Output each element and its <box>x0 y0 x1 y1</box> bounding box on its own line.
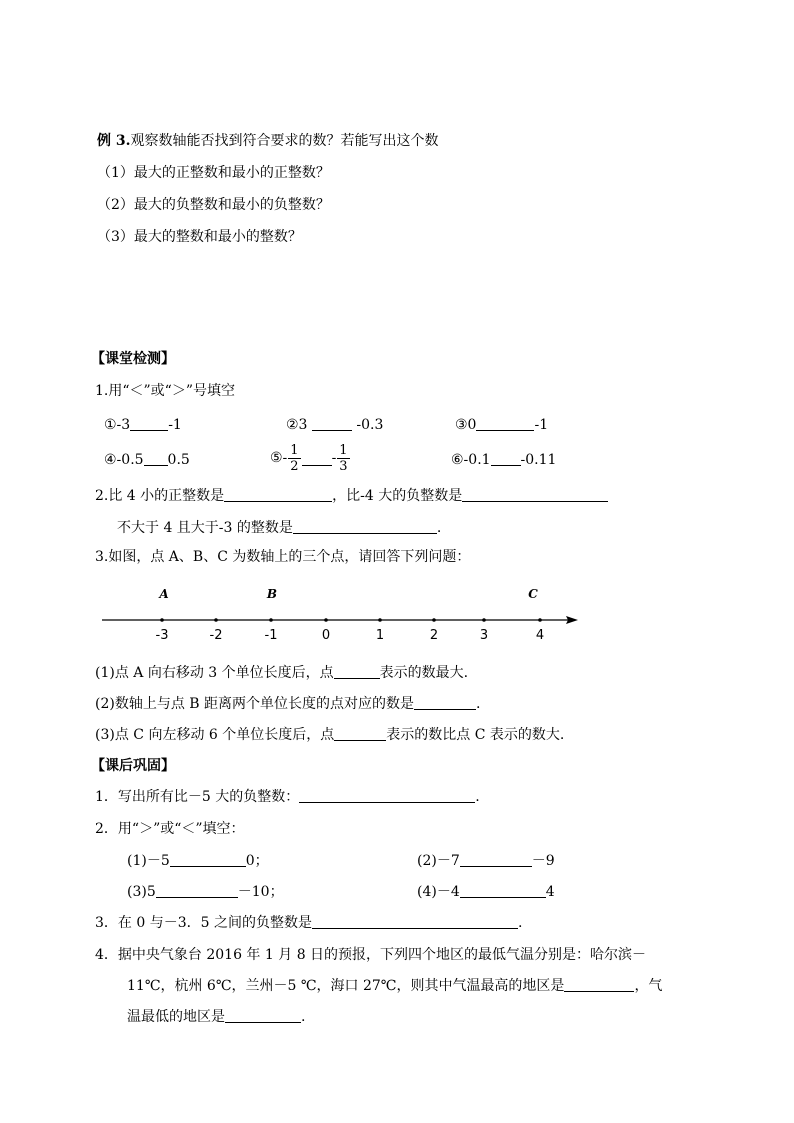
answer-blank[interactable] <box>312 914 518 929</box>
number-line-tick-label: 4 <box>535 628 545 642</box>
example-question-3: （3）最大的整数和最小的整数？ <box>97 229 302 245</box>
after-question-1: 1．写出所有比－5 大的负整数： . <box>95 789 480 805</box>
answer-blank[interactable] <box>170 852 246 867</box>
compare-right-sign: - <box>331 450 337 466</box>
number-line-tick <box>160 618 164 622</box>
answer-blank[interactable] <box>293 519 437 534</box>
answer-blank[interactable] <box>334 726 386 741</box>
compare-item-4 <box>104 451 190 469</box>
fraction-one-third: $\frac{1}{3}$ <box>339 442 348 474</box>
number-line-point-label: A <box>159 587 169 601</box>
number-line-tick-label: 1 <box>375 628 385 642</box>
answer-blank[interactable] <box>224 487 332 502</box>
section-heading-after-class: 【课后巩固】 <box>91 758 175 774</box>
example-3-heading <box>97 132 439 150</box>
answer-blank[interactable] <box>462 487 608 502</box>
number-line <box>100 582 590 642</box>
fraction-one-half: $\frac{1}{2}$ <box>290 442 299 474</box>
after-question-4-line-3: 温最低的地区是 . <box>127 1009 306 1025</box>
after-question-4-line-2: 11℃，杭州 6℃，兰州－5 ℃，海口 27℃，则其中气温最高的地区是 ，气 <box>127 978 663 994</box>
compare-item-6 <box>451 451 556 469</box>
after-compare-1: (1)－5 0； <box>127 853 269 869</box>
check-question-3-title: 3.如图，点 A、B、C 为数轴上的三个点，请回答下列问题： <box>95 549 471 565</box>
after-question-2-title: 2．用“＞”或“＜”填空： <box>95 821 245 837</box>
check-question-3-3: (3)点 C 向左移动 6 个单位长度后，点 表示的数比点 C 表示的数大. <box>95 727 565 743</box>
number-line-tick <box>269 618 273 622</box>
compare-item-1 <box>104 416 182 434</box>
number-line-tick-label: -1 <box>264 628 278 642</box>
answer-blank[interactable] <box>414 695 476 710</box>
answer-blank[interactable] <box>491 451 521 466</box>
number-line-tick-label: 0 <box>321 628 331 642</box>
after-compare-2: (2)－7 －9 <box>417 853 555 869</box>
answer-blank[interactable] <box>144 451 168 466</box>
number-line-tick <box>324 618 328 622</box>
example-title: 观察数轴能否找到符合要求的数？若能写出这个数 <box>130 133 439 149</box>
check-question-3-2: (2)数轴上与点 B 距离两个单位长度的点对应的数是 . <box>95 696 481 712</box>
answer-blank[interactable] <box>460 883 546 898</box>
answer-blank[interactable] <box>130 416 168 431</box>
section-heading-class-check: 【课堂检测】 <box>91 351 175 367</box>
compare-left: ⑥-0.1 <box>451 452 491 468</box>
answer-blank[interactable] <box>156 883 238 898</box>
number-line-point-label: B <box>266 587 278 601</box>
compare-item-5 <box>270 440 351 476</box>
number-line-tick-label: 2 <box>429 628 439 642</box>
answer-blank[interactable] <box>225 1008 301 1023</box>
answer-blank[interactable] <box>312 416 352 431</box>
answer-blank[interactable] <box>564 977 634 992</box>
compare-right: -1 <box>168 417 182 433</box>
number-line-tick-label: -3 <box>155 628 169 642</box>
compare-item-2 <box>286 416 383 434</box>
answer-blank[interactable] <box>476 416 534 431</box>
number-line-tick <box>214 618 218 622</box>
after-compare-4: (4)－4 4 <box>417 884 555 900</box>
number-line-tick <box>482 618 486 622</box>
answer-blank[interactable] <box>460 852 532 867</box>
after-compare-3: (3)5 －10； <box>127 884 284 900</box>
example-question-2: （2）最大的负整数和最小的负整数？ <box>97 197 330 213</box>
answer-blank[interactable] <box>302 451 332 466</box>
answer-blank[interactable] <box>299 788 475 803</box>
compare-right: -0.11 <box>520 452 557 468</box>
number-line-tick <box>432 618 436 622</box>
after-question-3: 3．在 0 与－3．5 之间的负整数是 . <box>95 915 523 931</box>
after-question-4-line-1: 4．据中央气象台 2016 年 1 月 8 日的预报，下列四个地区的最低气温分别是：哈尔滨－ <box>95 947 647 963</box>
number-line-tick-label: 3 <box>479 628 489 642</box>
check-question-3-1: (1)点 A 向右移动 3 个单位长度后，点 表示的数最大. <box>95 665 469 681</box>
check-question-2-line-2: 不大于 4 且大于-3 的整数是 . <box>117 520 442 536</box>
check-question-1-title: 1.用“＜”或“＞”号填空 <box>95 383 235 399</box>
number-line-point-label: C <box>528 587 538 601</box>
number-line-tick <box>538 618 542 622</box>
compare-left: ④-0.5 <box>104 452 144 468</box>
example-question-1: （1）最大的正整数和最小的正整数？ <box>97 165 330 181</box>
compare-right: 0.5 <box>167 452 190 468</box>
example-label: 例 3. <box>97 133 131 149</box>
compare-left: ①-3 <box>104 417 131 433</box>
number-line-tick <box>378 618 382 622</box>
compare-right: -0.3 <box>356 417 384 433</box>
compare-left: ③0 <box>455 417 477 433</box>
check-question-2: 2.比 4 小的正整数是 ，比-4 大的负整数是 <box>95 487 608 505</box>
answer-blank[interactable] <box>334 664 380 679</box>
number-line-tick-label: -2 <box>209 628 223 642</box>
compare-item-3 <box>455 416 548 434</box>
compare-left-sign: ⑤- <box>270 450 288 466</box>
compare-right: -1 <box>534 417 549 433</box>
compare-left: ②3 <box>286 417 308 433</box>
